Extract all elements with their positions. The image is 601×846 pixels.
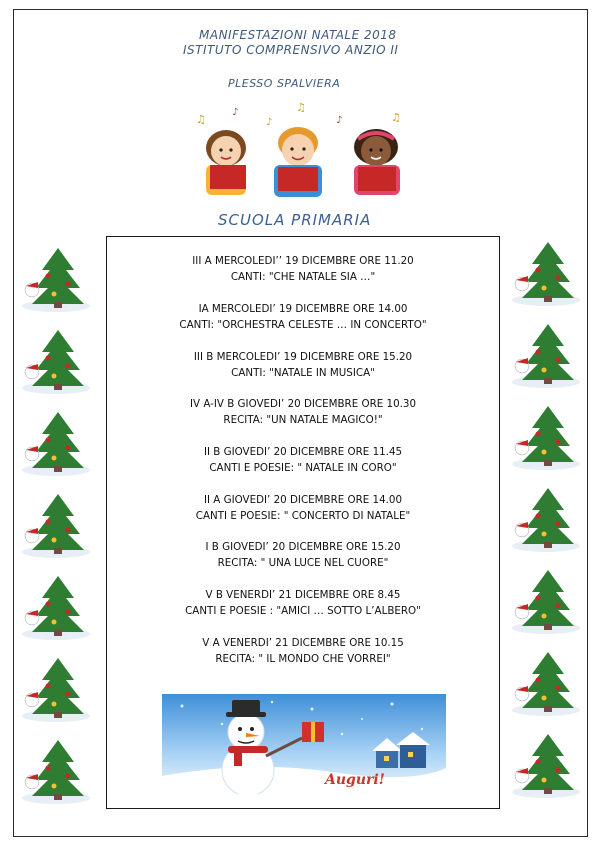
auguri-greeting: Auguri!: [325, 772, 385, 788]
event-item: [107, 301, 499, 333]
section-title: SCUOLA PRIMARIA: [218, 211, 372, 229]
christmas-tree-icon: [508, 650, 584, 716]
snowman-illustration: [162, 694, 446, 794]
event-item: [107, 635, 499, 667]
music-note-icon: ♪: [336, 115, 343, 126]
plesso-label: PLESSO SPALVIERA: [228, 77, 341, 90]
christmas-tree-icon: [508, 404, 584, 470]
event-item: [107, 444, 499, 476]
event-date: V B VENERDI’ 21 DICEMBRE ORE 8.45: [205, 589, 401, 601]
christmas-tree-icon: [508, 486, 584, 552]
title-line-1: MANIFESTAZIONI NATALE 2018: [199, 28, 397, 42]
event-date: IA MERCOLEDI’ 19 DICEMBRE ORE 14.00: [198, 303, 408, 315]
music-note-icon: ♪: [266, 117, 273, 128]
music-note-icon: ♪: [232, 107, 239, 118]
event-date: III B MERCOLEDI’ 19 DICEMBRE ORE 15.20: [193, 351, 413, 363]
event-item: [107, 349, 499, 381]
event-title: CANTI: "CHE NATALE SIA …": [230, 271, 376, 283]
event-title: CANTI: "NATALE IN MUSICA": [231, 367, 375, 379]
event-title: RECITA: " IL MONDO CHE VORREI": [215, 653, 391, 665]
event-item: [107, 253, 499, 285]
event-date: II B GIOVEDI’ 20 DICEMBRE ORE 11.45: [203, 446, 403, 458]
event-title: CANTI: "ORCHESTRA CELESTE … IN CONCERTO": [179, 319, 427, 331]
event-date: IV A-IV B GIOVEDI’ 20 DICEMBRE ORE 10.30: [189, 398, 416, 410]
title-line-2: ISTITUTO COMPRENSIVO ANZIO II: [183, 43, 399, 57]
event-item: [107, 587, 499, 619]
child-3: [354, 129, 400, 195]
event-date: V A VENERDI’ 21 DICEMBRE ORE 10.15: [202, 637, 404, 649]
event-date: III A MERCOLEDI’’ 19 DICEMBRE ORE 11.20: [192, 255, 414, 267]
christmas-tree-icon: [18, 574, 94, 640]
christmas-tree-icon: [18, 656, 94, 722]
event-title: RECITA: " UNA LUCE NEL CUORE": [217, 557, 389, 569]
child-2: [274, 127, 322, 197]
event-date: I B GIOVEDI’ 20 DICEMBRE ORE 15.20: [205, 541, 401, 553]
christmas-tree-icon: [18, 410, 94, 476]
christmas-tree-icon: [508, 568, 584, 634]
event-date: II A GIOVEDI’ 20 DICEMBRE ORE 14.00: [203, 494, 403, 506]
event-title: CANTI E POESIE: " CONCERTO DI NATALE": [195, 510, 411, 522]
event-title: CANTI E POESIE : "AMICI … SOTTO L’ALBERO": [185, 605, 421, 617]
event-title: CANTI E POESIE: " NATALE IN CORO": [209, 462, 397, 474]
christmas-tree-icon: [18, 246, 94, 312]
christmas-tree-icon: [18, 738, 94, 804]
child-1: [206, 130, 246, 195]
christmas-tree-icon: [18, 492, 94, 558]
event-item: [107, 539, 499, 571]
music-note-icon: ♫: [196, 113, 206, 126]
christmas-tree-icon: [508, 322, 584, 388]
event-item: [107, 492, 499, 524]
christmas-tree-icon: [508, 732, 584, 798]
event-title: RECITA: "UN NATALE MAGICO!": [223, 414, 383, 426]
event-item: [107, 396, 499, 428]
singing-children-illustration: [186, 103, 420, 199]
christmas-tree-icon: [18, 328, 94, 394]
christmas-tree-icon: [508, 240, 584, 306]
music-note-icon: ♫: [391, 111, 401, 124]
music-note-icon: ♫: [296, 103, 306, 114]
